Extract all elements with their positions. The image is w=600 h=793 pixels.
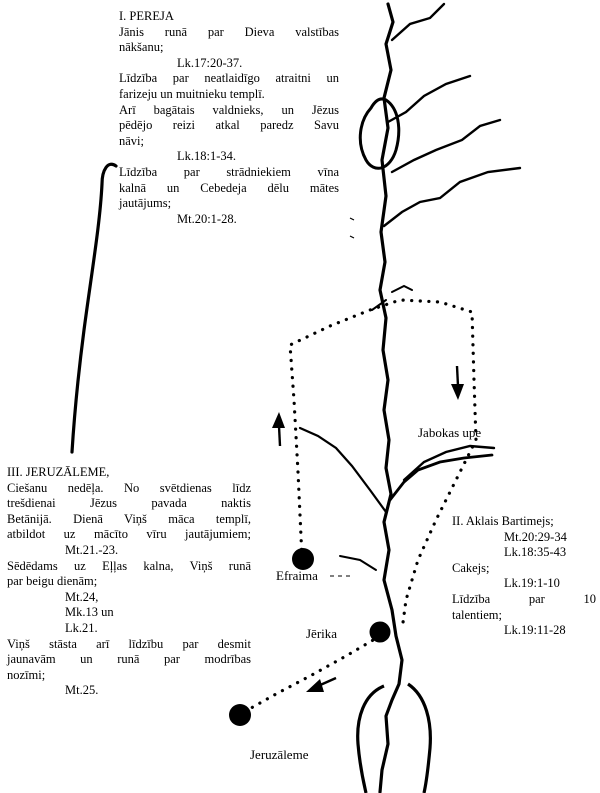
jerika-marker [370, 622, 391, 643]
tributary [388, 76, 470, 122]
pereja-line: nākšanu; [119, 40, 164, 55]
jeruzaleme-line: Mt.24, [65, 589, 99, 604]
bartimejs-line: talentiem; [452, 607, 502, 622]
jeruzaleme-line: Lk.21. [65, 620, 98, 635]
pereja-line: kalnā un Cebedeja dēlu mātes [119, 180, 339, 195]
jeruzaleme-line: Mk.13 un [65, 605, 114, 620]
bartimejs-lines [452, 530, 596, 639]
jeruzaleme-line: Viņš stāsta arī līdzību par desmit [7, 636, 251, 651]
tributary [392, 120, 500, 172]
jeruzaleme-line: Betānijā. Dienā Viņš māca templī, [7, 511, 251, 526]
pereja-lines [119, 25, 339, 228]
jeruzaleme-line: trešdienai Jēzus pavada naktis [7, 496, 251, 511]
jeruzaleme-heading: III. JERUZĀLEME, [7, 465, 110, 479]
coast-line [72, 164, 116, 452]
pereja-line: Līdzība par strādniekiem vīna [119, 164, 339, 179]
northern-lake [360, 99, 398, 168]
jeruzaleme-line: jaunavām un runā par modrības [7, 652, 251, 667]
jeruzaleme-lines [7, 481, 251, 699]
jeruzaleme-line: Mt.25. [65, 683, 99, 698]
tributary [340, 556, 376, 570]
arrow-down-left-icon [306, 678, 336, 692]
jeruzaleme-line: atbildot uz mācīto vīru jautājumiem; [7, 527, 251, 542]
bartimejs-line: Lk.19:1-10 [504, 576, 560, 591]
bartimejs-line: Līdzība par 10 [452, 591, 596, 606]
jeruzaleme-line: Ciešanu nedēļa. No svētdienas līdz [7, 480, 251, 495]
pereja-line: pēdējo reizi atkal paredz Savu [119, 118, 339, 133]
bartimejs-line: Lk.18:35-43 [504, 545, 567, 560]
route-to-jeruzaleme [244, 636, 380, 712]
pereja-line: nāvi; [119, 133, 144, 148]
tributary [300, 428, 386, 512]
jeruzaleme-line: nozīmi; [7, 667, 46, 682]
label-jeruzaleme: Jeruzāleme [250, 747, 309, 762]
tick-mark [350, 218, 354, 238]
label-jerika: Jērika [306, 626, 338, 641]
jeruzaleme-line: Sēdēdams uz Eļļas kalna, Viņš runā [7, 558, 251, 573]
tributary [392, 286, 412, 292]
arrow-up-icon [272, 412, 285, 446]
bartimejs-text [452, 514, 596, 639]
pereja-line: Mt.20:1-28. [177, 211, 237, 226]
bartimejs-line: Cakejs; [452, 560, 490, 575]
jeruzaleme-text [7, 465, 251, 699]
jeruzaleme-line: Mt.21.-23. [65, 542, 119, 557]
bartimejs-line: Lk.19:11-28 [504, 623, 566, 638]
pereja-line: Arī bagātais valdnieks, un Jēzus [119, 102, 339, 117]
pereja-line: Lk.17:20-37. [177, 55, 243, 70]
dead-sea [358, 684, 431, 793]
pereja-line: farizeju un muitnieku templī. [119, 86, 265, 101]
bartimejs-line: Mt.20:29-34 [504, 529, 567, 544]
tributary [392, 4, 444, 40]
pereja-line: Lk.18:1-34. [177, 149, 237, 164]
pereja-heading: I. PEREJA [119, 9, 174, 23]
label-jabokas-upe: Jabokas upe [418, 425, 482, 440]
bartimejs-heading: II. Aklais Bartimejs; [452, 514, 554, 528]
jeruzaleme-marker [229, 704, 251, 726]
pereja-line: Līdzība par neatlaidīgo atraitni un [119, 71, 339, 86]
tributary [404, 446, 494, 480]
label-efraima: Efraima [276, 568, 318, 583]
jeruzaleme-line: par beigu dienām; [7, 574, 98, 589]
tributary [384, 168, 520, 226]
efraima-marker [292, 548, 314, 570]
pereja-line: jautājums; [119, 196, 172, 211]
pereja-text [119, 9, 339, 227]
pereja-line: Jānis runā par Dieva valstības [119, 24, 339, 39]
arrow-down-icon [451, 366, 464, 400]
